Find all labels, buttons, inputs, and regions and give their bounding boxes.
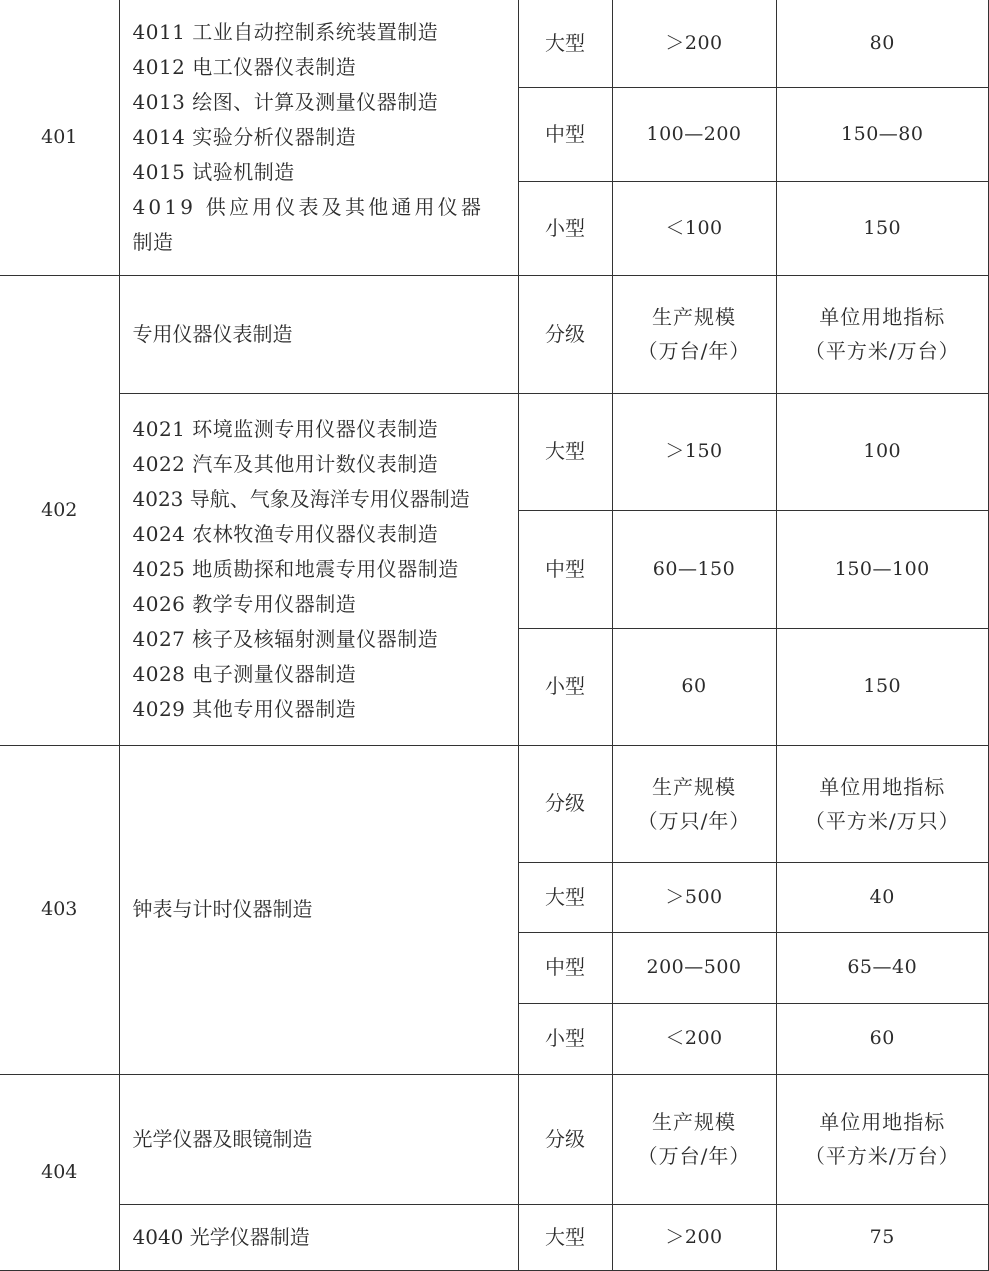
scale-header-cell: [612, 745, 776, 862]
scale-header-cell: [612, 1074, 776, 1204]
index-cell: 150—80: [776, 87, 989, 181]
grade-header-cell: 分级: [518, 745, 612, 862]
scale-cell: ＞500: [612, 862, 776, 932]
index-header-line: 单位用地指标: [819, 305, 946, 330]
industry-name-line: 4026 教学专用仪器制造: [132, 591, 357, 616]
table-row: [0, 1074, 989, 1204]
industry-name-line: 4012 电工仪器仪表制造: [132, 54, 357, 79]
table-row: [0, 745, 989, 862]
scale-header-cell: [612, 275, 776, 393]
index-cell: 65—40: [776, 932, 989, 1003]
industry-name-line: 4014 实验分析仪器制造: [132, 124, 357, 149]
industry-code-cell: 401: [0, 0, 119, 275]
grade-cell: 大型: [518, 0, 612, 87]
industry-name-line: 4021 环境监测专用仪器仪表制造: [132, 416, 439, 441]
index-cell: 75: [776, 1204, 989, 1270]
table-row: [0, 393, 989, 510]
industry-name-cell: 专用仪器仪表制造: [119, 275, 518, 393]
industry-name-line: 4027 核子及核辐射测量仪器制造: [132, 626, 439, 651]
grade-cell: 中型: [518, 932, 612, 1003]
scale-header-unit: （万台/年）: [637, 1144, 751, 1169]
industry-name-line: 4025 地质勘探和地震专用仪器制造: [132, 556, 459, 581]
industry-code-cell: 403: [0, 745, 119, 1074]
grade-cell: 大型: [518, 393, 612, 510]
index-cell: 150: [776, 181, 989, 275]
scale-cell: ＞150: [612, 393, 776, 510]
industry-name-line: 4024 农林牧渔专用仪器仪表制造: [132, 521, 439, 546]
industry-name-cell: [119, 0, 518, 275]
grade-cell: 小型: [518, 1003, 612, 1074]
industry-code-cell: 402: [0, 275, 119, 745]
index-header-unit: （平方米/万台）: [804, 1144, 960, 1169]
table-row: [0, 1204, 989, 1270]
industry-code-cell: 404: [0, 1074, 119, 1270]
industry-name-cell: 光学仪器及眼镜制造: [119, 1074, 518, 1204]
index-cell: 80: [776, 0, 989, 87]
scale-cell: 100—200: [612, 87, 776, 181]
industry-name-line: 4019 供应用仪表及其他通用仪器: [132, 194, 485, 219]
industry-name-line: 4023 导航、气象及海洋专用仪器制造: [132, 486, 470, 511]
industry-name-cell: [119, 393, 518, 745]
industry-name-line: 4015 试验机制造: [132, 159, 295, 184]
index-header-unit: （平方米/万台）: [804, 339, 960, 364]
index-header-line: 单位用地指标: [819, 774, 946, 799]
grade-cell: 中型: [518, 510, 612, 628]
scale-header-line: 生产规模: [652, 1110, 736, 1135]
industry-name-cell: 钟表与计时仪器制造: [119, 745, 518, 1074]
scale-header-unit: （万只/年）: [637, 808, 751, 833]
index-header-cell: [776, 1074, 989, 1204]
index-header-line: 单位用地指标: [819, 1110, 946, 1135]
index-header-cell: [776, 275, 989, 393]
table-row: [0, 275, 989, 393]
table-row: [0, 0, 989, 87]
index-header-cell: [776, 745, 989, 862]
scale-cell: ＜100: [612, 181, 776, 275]
index-cell: 150—100: [776, 510, 989, 628]
industry-name-line: 4028 电子测量仪器制造: [132, 661, 357, 686]
industry-name-line: 4011 工业自动控制系统装置制造: [132, 19, 439, 44]
grade-header-cell: 分级: [518, 275, 612, 393]
grade-cell: 小型: [518, 628, 612, 745]
scale-cell: ＞200: [612, 0, 776, 87]
index-header-unit: （平方米/万只）: [804, 808, 960, 833]
scale-cell: 60: [612, 628, 776, 745]
scale-header-unit: （万台/年）: [637, 339, 751, 364]
scale-header-line: 生产规模: [652, 305, 736, 330]
grade-cell: 中型: [518, 87, 612, 181]
industry-name-line: 4029 其他专用仪器制造: [132, 696, 357, 721]
index-cell: 100: [776, 393, 989, 510]
grade-cell: 大型: [518, 1204, 612, 1270]
index-cell: 40: [776, 862, 989, 932]
industry-name-cell: 4040 光学仪器制造: [119, 1204, 518, 1270]
scale-cell: 200—500: [612, 932, 776, 1003]
grade-header-cell: 分级: [518, 1074, 612, 1204]
scale-header-line: 生产规模: [652, 774, 736, 799]
index-cell: 60: [776, 1003, 989, 1074]
scale-cell: ＞200: [612, 1204, 776, 1270]
grade-cell: 大型: [518, 862, 612, 932]
scale-cell: ＜200: [612, 1003, 776, 1074]
industry-name-line: 4022 汽车及其他用计数仪表制造: [132, 451, 439, 476]
industry-name-line: 制造: [132, 229, 174, 254]
industry-name-line: 4013 绘图、计算及测量仪器制造: [132, 89, 439, 114]
grade-cell: 小型: [518, 181, 612, 275]
index-cell: 150: [776, 628, 989, 745]
scale-cell: 60—150: [612, 510, 776, 628]
